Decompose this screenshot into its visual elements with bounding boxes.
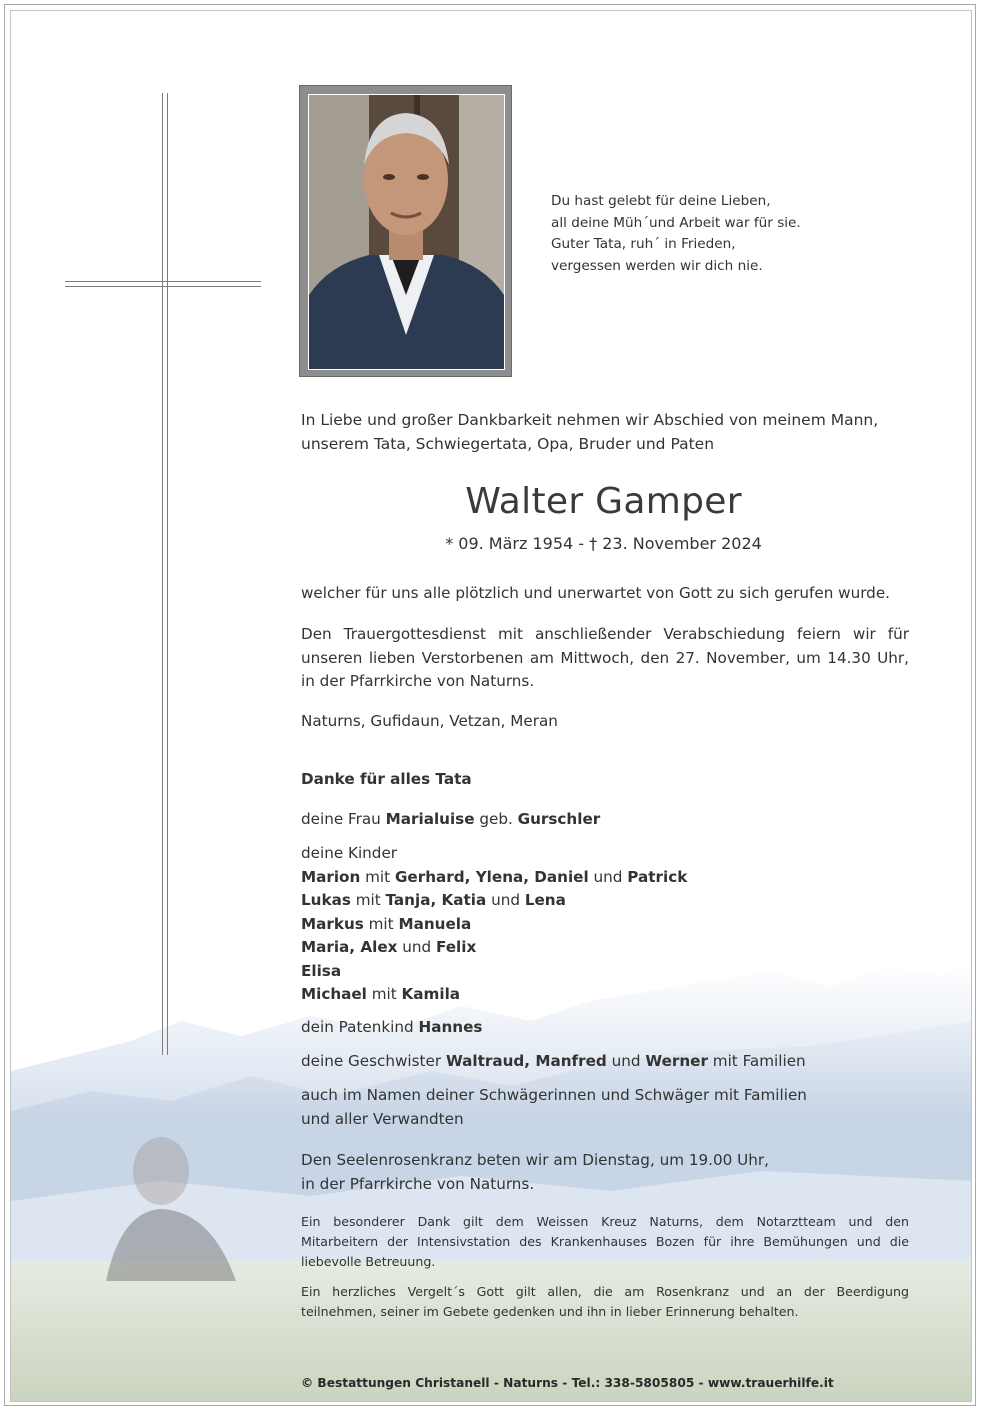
inlaws-line: und aller Verwandten [301, 1109, 464, 1128]
poem-line: vergessen werden wir dich nie. [551, 257, 763, 274]
child-line [301, 960, 909, 984]
child-name: Maria, Alex [301, 938, 398, 956]
sibling-names: Werner [645, 1052, 708, 1070]
life-dates: * 09. März 1954 - † 23. November 2024 [445, 534, 762, 553]
connector: mit [365, 867, 391, 886]
connector: und [611, 1052, 641, 1070]
child-line [301, 983, 909, 1007]
funeral-line: in der Pfarrkirche von Naturns. [301, 672, 535, 690]
rosary-line: Den Seelenrosenkranz beten wir am Dienstag, um 19.00 Uhr, [301, 1151, 769, 1169]
godchild-line [301, 1016, 909, 1040]
child-name: Lukas [301, 891, 351, 909]
poem-line: all deine Müh´und Arbeit war für sie. [551, 214, 801, 231]
notice-page [10, 10, 972, 1402]
children-block [301, 842, 909, 1007]
poem-line: Guter Tata, ruh´ in Frieden, [551, 236, 736, 252]
sibling-names: Waltraud, Manfred [445, 1052, 607, 1070]
child-line [301, 889, 909, 913]
gratitude-line: teilnehmen, seiner im Gebete gedenken und ihn in lieber Erinnerung behalten. [301, 1304, 799, 1319]
cross-vertical-line [162, 93, 163, 1055]
children-label: deine Kinder [301, 844, 398, 862]
child-name: Marion [301, 867, 361, 886]
godchild-prefix: dein Patenkind [301, 1018, 414, 1036]
footer-credit: © Bestattungen Christanell - Naturns - Tel.: 338-5805805 - www.trauerhilfe.it [301, 1376, 834, 1390]
family-names: Kamila [401, 985, 461, 1003]
connector: mit [371, 985, 397, 1003]
funeral-text [301, 623, 909, 694]
gratitude-line: Mitarbeitern der Intensivstation des Krankenhauses Bozen für ihre Bemühungen und die [301, 1234, 909, 1249]
inlaws-text [301, 1084, 909, 1131]
wife-mid: geb. [479, 810, 513, 828]
intro-text [301, 408, 913, 456]
called-text: welcher für uns alle plötzlich und unerwartet von Gott zu sich gerufen wurde. [301, 584, 890, 602]
connector: und [593, 867, 623, 886]
wife-name: Marialuise [385, 810, 475, 828]
portrait-image [309, 95, 504, 369]
gratitude-line: Ein herzliches Vergelt´s Gott gilt allen, die am Rosenkranz und an der Beerdigung [301, 1284, 909, 1299]
siblings-prefix: deine Geschwister [301, 1052, 442, 1070]
child-line [301, 936, 909, 960]
siblings-suffix: mit Familien [712, 1052, 806, 1070]
portrait-frame [299, 85, 512, 377]
funeral-line: Den Trauergottesdienst mit anschließender Verabschiedung feiern wir für [301, 625, 909, 643]
wife-prefix: deine Frau [301, 810, 381, 828]
funeral-line: unseren lieben Verstorbenen am Mittwoch, den 27. November, um 14.30 Uhr, [301, 648, 909, 667]
cross-vertical-line [167, 93, 168, 1055]
cross-center [163, 282, 167, 286]
intro-line: unserem Tata, Schwiegertata, Opa, Bruder und Paten [301, 435, 715, 453]
family-names: Lena [524, 891, 566, 909]
child-name: Michael [301, 985, 367, 1003]
family-names: Tanja, Katia [385, 891, 487, 909]
gratitude-line: liebevolle Betreuung. [301, 1254, 436, 1269]
inlaws-line: auch im Namen deiner Schwägerinnen und Schwäger mit Familien [301, 1086, 807, 1104]
child-line [301, 913, 909, 937]
family-names: Patrick [627, 867, 688, 886]
deceased-name: Walter Gamper [465, 481, 742, 522]
siblings-line [301, 1050, 909, 1074]
portrait-photo [308, 94, 505, 370]
connector: und [402, 938, 432, 956]
wife-maiden-name: Gurschler [517, 810, 601, 828]
gratitude-paragraph-1 [301, 1212, 909, 1272]
rosary-line: in der Pfarrkirche von Naturns. [301, 1174, 535, 1193]
family-names: Gerhard, Ylena, Daniel [394, 867, 589, 886]
gratitude-line: Ein besonderer Dank gilt dem Weissen Kreuz Naturns, dem Notarztteam und den [301, 1214, 909, 1229]
connector: mit [368, 914, 394, 933]
connector: mit [355, 891, 381, 909]
intro-line: In Liebe und großer Dankbarkeit nehmen wir Abschied von meinem Mann, [301, 411, 879, 429]
poem-line: Du hast gelebt für deine Lieben, [551, 193, 771, 209]
poem [551, 191, 801, 277]
gratitude-paragraph-2 [301, 1282, 909, 1322]
cross-horizontal-line [65, 286, 261, 287]
child-name: Markus [301, 914, 364, 933]
family-names: Manuela [398, 914, 472, 933]
family-names: Felix [435, 938, 477, 956]
child-name: Elisa [301, 961, 342, 980]
connector: und [491, 891, 520, 909]
wife-line [301, 808, 909, 832]
godchild-name: Hannes [418, 1018, 483, 1036]
child-line [301, 866, 909, 890]
places-text: Naturns, Gufidaun, Vetzan, Meran [301, 712, 558, 730]
thanks-heading: Danke für alles Tata [301, 770, 472, 788]
rosary-text [301, 1149, 909, 1196]
